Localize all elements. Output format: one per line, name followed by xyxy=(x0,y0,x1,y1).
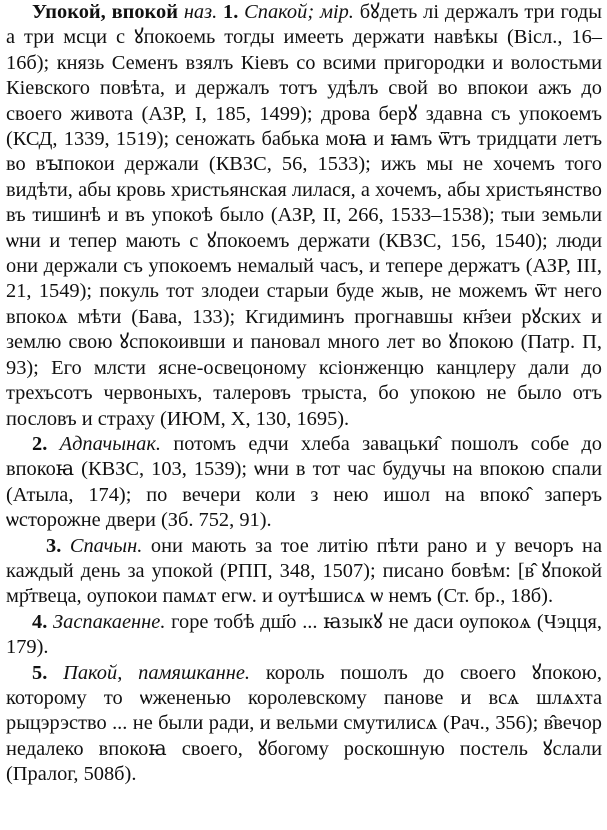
entry-sense-3 xyxy=(6,534,602,610)
entry-sense-5 xyxy=(6,661,602,788)
sense-gloss: Заспакаенне. xyxy=(53,610,166,633)
sense-number: 1. xyxy=(223,1,239,23)
sense-gloss: Спакой; мір. xyxy=(244,1,354,23)
dictionary-entry xyxy=(6,0,602,788)
part-of-speech: наз. xyxy=(183,1,218,23)
sense-gloss: Адпачынак. xyxy=(59,432,161,455)
sense-text: горе тобѣ дш҃о ... ꙗзыкꙋ не даси оупокоѧ (Чэцця, 179). xyxy=(6,610,602,659)
sense-text: они мають за тое литію пѣти рано и у вечоръ на каждый день за упокой (РПП, 348, 1507); писано бовѣм: [в̂ ꙋпокой мр҃твеца, оупокои памѧт егѡ. и оутѣшисѧ ѡ немъ (Ст. бр., 18б). xyxy=(6,534,603,608)
sense-gloss: Пакой, памяшканне. xyxy=(63,661,251,684)
sense-text: бꙋдеть лі держалъ три годы а три мсци с ꙋпокоемь тогды имееть держати навѣкы (Вісл., 16–16б); князь Семенъ взялъ Кіевъ со всими пригородки и волостьми Кіевского повѣта, и держалъ тотъ удѣлъ свой во впокои ажъ до своего живота (АЗР, І, 185, 1499); дрова берꙋ здавна съ упокоемъ (КСД, 1339, 1519); сеножать бабька моꙗ и ꙗмъ ѿтъ тридцати летъ во вꙑпокои держали (КВЗС, 56, 1533); ижъ мы не хочемъ того видѣти, абы кровь христьянская лилася, а хочемъ, абы христьянство въ тишинѣ и въ упокоѣ было (АЗР, ІІ, 266, 1533–1538); тыи земьли ѡни и тепер мають с ꙋпокоемъ держати (КВЗС, 156, 1540); люди они держали съ упокоемъ немалый часъ, и тепере держатъ (АЗР, ІІІ, 21, 1549); покуль тот злодеи старыи буде жыв, не можемъ ѿт него впокоѧ мѣти (Бава, 133); Кгидиминъ прогнавшы кн҃зеи рꙋских и землю свою ꙋспокоивши и пановал много лет во ꙋпокою (Патр. П, 93); Его млсти ясне-освецоному ксіонженцю канцлеру дали до трехъсотъ червоныхъ, талеровъ трыста, бо упокою не было отъ пословъ и страху (ИЮМ, X, 130, 1695). xyxy=(6,1,602,430)
sense-text: потомъ едчи хлеба завацьки̂ пошолъ собе до впокоꙗ (КВЗС, 103, 1539); ѡни в тот час будучы на впокою спали (Атыла, 174); по вечери коли з нею ишол на впоко̂ заперъ ѡсторожне двери (Зб. 752, 91). xyxy=(6,432,602,532)
sense-gloss: Спачын. xyxy=(69,534,143,557)
headword: Упокой, впокой xyxy=(32,1,178,23)
sense-number: 4. xyxy=(32,610,48,633)
sense-number: 5. xyxy=(32,661,48,684)
sense-number: 3. xyxy=(46,534,62,557)
entry-sense-2 xyxy=(6,432,602,534)
sense-text: король пошолъ до своего ꙋпокою, которому то ѡжененью королевскому панове и всѧ шлѧхта рыцэрэство ... не были ради, и вельми смутилисѧ (Рач., 356); в̂вечор недалеко впокоꙗ своего, ꙋбогому роскошную постель ꙋслали (Пралог, 508б). xyxy=(6,661,602,786)
entry-sense-1 xyxy=(6,0,602,432)
sense-number: 2. xyxy=(32,432,48,455)
entry-sense-4 xyxy=(6,610,602,661)
